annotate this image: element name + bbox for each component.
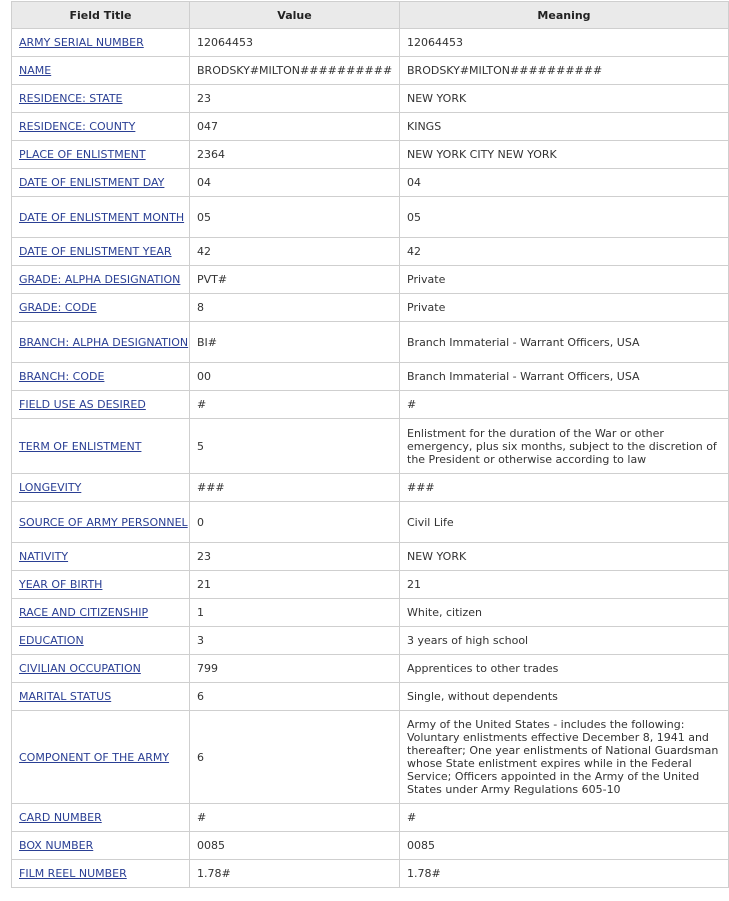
table-row: [12, 113, 729, 141]
field-title-link[interactable]: NATIVITY: [19, 550, 69, 563]
value-cell: ###: [190, 474, 400, 502]
table-row: [12, 711, 729, 804]
enlistment-record-table: [11, 1, 729, 888]
field-title-link[interactable]: CIVILIAN OCCUPATION: [19, 662, 141, 675]
value-cell: 23: [190, 543, 400, 571]
field-title-cell: [12, 474, 190, 502]
field-title-cell: [12, 29, 190, 57]
value-cell: #: [190, 391, 400, 419]
value-cell: 6: [190, 683, 400, 711]
field-title-link[interactable]: RESIDENCE: STATE: [19, 92, 123, 105]
table-row: [12, 57, 729, 85]
field-title-link[interactable]: RACE AND CITIZENSHIP: [19, 606, 149, 619]
meaning-cell: ###: [400, 474, 729, 502]
meaning-cell: Branch Immaterial - Warrant Officers, USA: [400, 363, 729, 391]
value-cell: 23: [190, 85, 400, 113]
table-row: [12, 29, 729, 57]
table-row: [12, 860, 729, 888]
table-row: [12, 238, 729, 266]
value-cell: 047: [190, 113, 400, 141]
value-cell: 00: [190, 363, 400, 391]
meaning-cell: #: [400, 391, 729, 419]
field-title-cell: [12, 711, 190, 804]
value-cell: 5: [190, 419, 400, 474]
field-title-cell: [12, 57, 190, 85]
meaning-cell: 04: [400, 169, 729, 197]
meaning-cell: NEW YORK CITY NEW YORK: [400, 141, 729, 169]
table-header-row: [12, 2, 729, 29]
value-cell: 42: [190, 238, 400, 266]
value-cell: 21: [190, 571, 400, 599]
header-value: Value: [190, 2, 400, 29]
value-cell: 0085: [190, 832, 400, 860]
table-row: [12, 683, 729, 711]
field-title-cell: [12, 599, 190, 627]
table-row: [12, 474, 729, 502]
field-title-cell: [12, 322, 190, 363]
meaning-cell: Apprentices to other trades: [400, 655, 729, 683]
value-cell: 8: [190, 294, 400, 322]
value-cell: 1.78#: [190, 860, 400, 888]
value-cell: PVT#: [190, 266, 400, 294]
table-row: [12, 169, 729, 197]
meaning-cell: BRODSKY#MILTON##########: [400, 57, 729, 85]
value-cell: 05: [190, 197, 400, 238]
table-row: [12, 627, 729, 655]
table-row: [12, 266, 729, 294]
value-cell: 6: [190, 711, 400, 804]
field-title-cell: [12, 502, 190, 543]
table-row: [12, 141, 729, 169]
field-title-cell: [12, 197, 190, 238]
table-row: [12, 543, 729, 571]
table-row: [12, 655, 729, 683]
field-title-cell: [12, 804, 190, 832]
meaning-cell: Civil Life: [400, 502, 729, 543]
field-title-cell: [12, 391, 190, 419]
table-row: [12, 85, 729, 113]
table-row: [12, 571, 729, 599]
field-title-link[interactable]: NAME: [19, 64, 52, 77]
value-cell: 04: [190, 169, 400, 197]
meaning-cell: Branch Immaterial - Warrant Officers, USA: [400, 322, 729, 363]
value-cell: BRODSKY#MILTON##########: [190, 57, 400, 85]
field-title-link[interactable]: ARMY SERIAL NUMBER: [19, 36, 144, 49]
value-cell: BI#: [190, 322, 400, 363]
value-cell: #: [190, 804, 400, 832]
field-title-cell: [12, 655, 190, 683]
field-title-link[interactable]: DATE OF ENLISTMENT YEAR: [19, 245, 172, 258]
table-row: [12, 363, 729, 391]
meaning-cell: Army of the United States - includes the following: Voluntary enlistments effective December 8, 1941 and thereafter; One year enlistments of National Guardsman whose State enlistment expires while in the Federal Service; Officers appointed in the Army of the United States under Army Regulations 605-10: [400, 711, 729, 804]
value-cell: 0: [190, 502, 400, 543]
meaning-cell: 1.78#: [400, 860, 729, 888]
value-cell: 799: [190, 655, 400, 683]
field-title-link[interactable]: SOURCE OF ARMY PERSONNEL: [19, 515, 188, 529]
field-title-link[interactable]: GRADE: ALPHA DESIGNATION: [19, 273, 181, 286]
meaning-cell: #: [400, 804, 729, 832]
table-row: [12, 294, 729, 322]
field-title-link[interactable]: CARD NUMBER: [19, 811, 102, 824]
meaning-cell: Single, without dependents: [400, 683, 729, 711]
field-title-cell: [12, 571, 190, 599]
table-row: [12, 322, 729, 363]
meaning-cell: 12064453: [400, 29, 729, 57]
field-title-cell: [12, 266, 190, 294]
field-title-cell: [12, 683, 190, 711]
field-title-cell: [12, 543, 190, 571]
field-title-cell: [12, 832, 190, 860]
field-title-link[interactable]: EDUCATION: [19, 634, 84, 647]
meaning-cell: 0085: [400, 832, 729, 860]
field-title-cell: [12, 85, 190, 113]
meaning-cell: White, citizen: [400, 599, 729, 627]
meaning-cell: NEW YORK: [400, 85, 729, 113]
table-row: [12, 599, 729, 627]
header-meaning: Meaning: [400, 2, 729, 29]
field-title-cell: [12, 627, 190, 655]
field-title-link[interactable]: BRANCH: CODE: [19, 370, 105, 383]
field-title-link[interactable]: BOX NUMBER: [19, 839, 94, 852]
field-title-cell: [12, 294, 190, 322]
field-title-cell: [12, 113, 190, 141]
table-row: [12, 832, 729, 860]
meaning-cell: 42: [400, 238, 729, 266]
value-cell: 2364: [190, 141, 400, 169]
table-row: [12, 804, 729, 832]
value-cell: 12064453: [190, 29, 400, 57]
field-title-link[interactable]: DATE OF ENLISTMENT MONTH: [19, 210, 185, 224]
table-row: [12, 419, 729, 474]
meaning-cell: 3 years of high school: [400, 627, 729, 655]
field-title-link[interactable]: MARITAL STATUS: [19, 690, 112, 703]
meaning-cell: 05: [400, 197, 729, 238]
meaning-cell: Private: [400, 294, 729, 322]
field-title-link[interactable]: BRANCH: ALPHA DESIGNATION: [19, 335, 189, 349]
table-row: [12, 391, 729, 419]
field-title-link[interactable]: LONGEVITY: [19, 481, 82, 494]
meaning-cell: Private: [400, 266, 729, 294]
field-title-cell: [12, 363, 190, 391]
field-title-cell: [12, 860, 190, 888]
field-title-link[interactable]: TERM OF ENLISTMENT: [19, 439, 142, 453]
field-title-link[interactable]: GRADE: CODE: [19, 301, 97, 314]
field-title-link[interactable]: PLACE OF ENLISTMENT: [19, 148, 146, 161]
value-cell: 3: [190, 627, 400, 655]
field-title-link[interactable]: DATE OF ENLISTMENT DAY: [19, 176, 165, 189]
meaning-cell: 21: [400, 571, 729, 599]
field-title-link[interactable]: FIELD USE AS DESIRED: [19, 398, 146, 411]
field-title-cell: [12, 419, 190, 474]
field-title-link[interactable]: COMPONENT OF THE ARMY: [19, 750, 170, 764]
field-title-link[interactable]: YEAR OF BIRTH: [19, 578, 103, 591]
table-row: [12, 502, 729, 543]
meaning-cell: NEW YORK: [400, 543, 729, 571]
value-cell: 1: [190, 599, 400, 627]
field-title-link[interactable]: FILM REEL NUMBER: [19, 867, 127, 880]
meaning-cell: Enlistment for the duration of the War or other emergency, plus six months, subject to the discretion of the President or otherwise according to law: [400, 419, 729, 474]
field-title-cell: [12, 238, 190, 266]
field-title-link[interactable]: RESIDENCE: COUNTY: [19, 120, 136, 133]
header-field-title: Field Title: [12, 2, 190, 29]
field-title-cell: [12, 141, 190, 169]
table-row: [12, 197, 729, 238]
field-title-cell: [12, 169, 190, 197]
meaning-cell: KINGS: [400, 113, 729, 141]
